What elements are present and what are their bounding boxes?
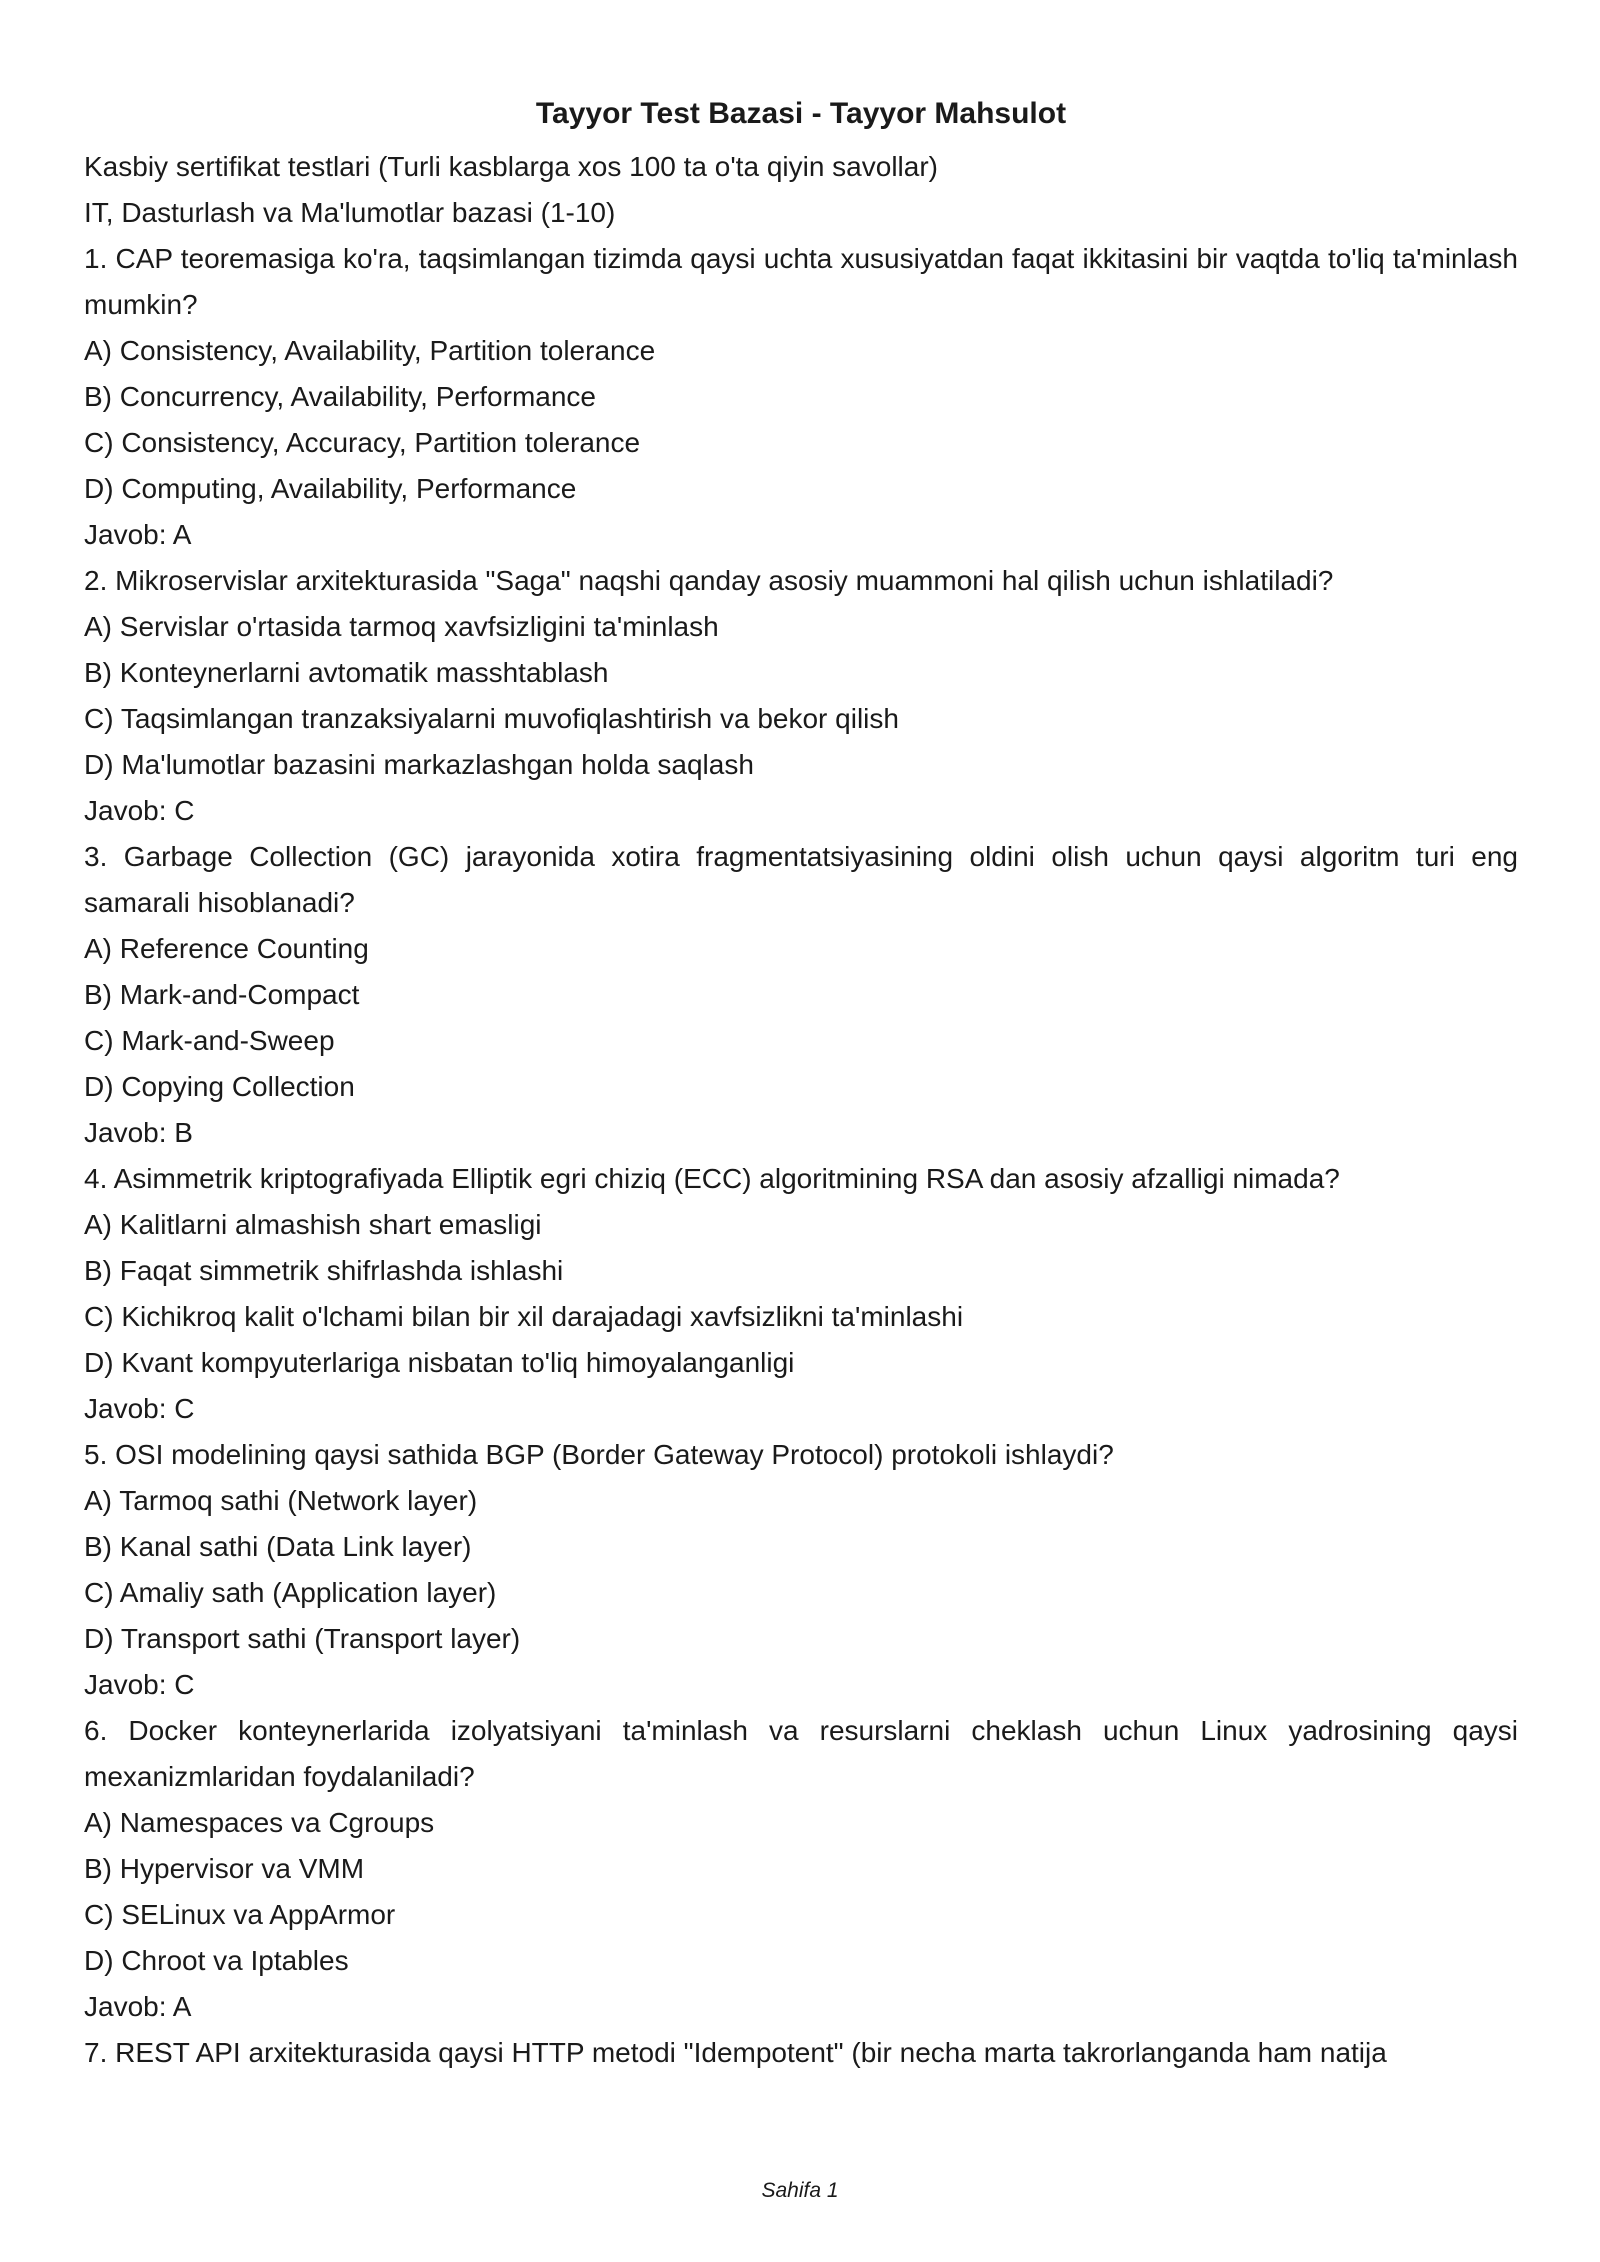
document-page (84, 88, 1518, 2076)
answer-option: A) Consistency, Availability, Partition tolerance (84, 335, 656, 366)
answer-option: D) Kvant kompyuterlariga nisbatan to'liq himoyalanganligi (84, 1347, 795, 1378)
answer-option: B) Hypervisor va VMM (84, 1853, 365, 1884)
correct-answer: Javob: A (84, 1991, 192, 2022)
question-text: 2. Mikroservislar arxitekturasida "Saga" naqshi qanday asosiy muammoni hal qilish uchun ishlatiladi? (84, 565, 1334, 596)
answer-option: D) Chroot va Iptables (84, 1945, 349, 1976)
answer-option: C) SELinux va AppArmor (84, 1899, 396, 1930)
answer-option: B) Konteynerlarni avtomatik masshtablash (84, 657, 609, 688)
answer-option: B) Kanal sathi (Data Link layer) (84, 1531, 472, 1562)
document-subtitle: Kasbiy sertifikat testlari (Turli kasblarga xos 100 ta o'ta qiyin savollar) (84, 151, 938, 182)
question-text: 4. Asimmetrik kriptografiyada Elliptik egri chiziq (ECC) algoritmining RSA dan asosiy afzalligi nimada? (84, 1163, 1340, 1194)
answer-option: A) Tarmoq sathi (Network layer) (84, 1485, 478, 1516)
page-number: Sahifa 1 (761, 2179, 839, 2202)
question-text: 1. CAP teoremasiga ko'ra, taqsimlangan tizimda qaysi uchta xususiyatdan faqat ikkitasini bir vaqtda to'liq ta'minlash mumkin? (84, 243, 1518, 320)
correct-answer: Javob: C (84, 795, 195, 826)
answer-option: D) Computing, Availability, Performance (84, 473, 577, 504)
correct-answer: Javob: B (84, 1117, 193, 1148)
correct-answer: Javob: C (84, 1393, 195, 1424)
question-text: 7. REST API arxitekturasida qaysi HTTP metodi "Idempotent" (bir necha marta takrorlanganda ham natija (84, 2037, 1387, 2068)
section-heading: IT, Dasturlash va Ma'lumotlar bazasi (1-10) (84, 197, 616, 228)
question-text: 3. Garbage Collection (GC) jarayonida xotira fragmentatsiyasining oldini olish uchun qaysi algoritm turi eng samarali hisoblanadi? (84, 841, 1518, 918)
answer-option: C) Taqsimlangan tranzaksiyalarni muvofiqlashtirish va bekor qilish (84, 703, 899, 734)
page-title: Tayyor Test Bazasi - Tayyor Mahsulot (535, 97, 1067, 130)
correct-answer: Javob: A (84, 519, 192, 550)
answer-option: D) Transport sathi (Transport layer) (84, 1623, 521, 1654)
answer-option: A) Reference Counting (84, 933, 369, 964)
question-text: 6. Docker konteynerlarida izolyatsiyani ta'minlash va resurslarni cheklash uchun Linux yadrosining qaysi mexanizmlaridan foydalaniladi? (84, 1715, 1518, 1792)
answer-option: B) Mark-and-Compact (84, 979, 360, 1010)
answer-option: C) Mark-and-Sweep (84, 1025, 335, 1056)
answer-option: B) Faqat simmetrik shifrlashda ishlashi (84, 1255, 564, 1286)
answer-option: C) Consistency, Accuracy, Partition tolerance (84, 427, 641, 458)
answer-option: B) Concurrency, Availability, Performance (84, 381, 596, 412)
answer-option: A) Servislar o'rtasida tarmoq xavfsizligini ta'minlash (84, 611, 719, 642)
answer-option: C) Amaliy sath (Application layer) (84, 1577, 497, 1608)
answer-option: C) Kichikroq kalit o'lchami bilan bir xil darajadagi xavfsizlikni ta'minlashi (84, 1301, 964, 1332)
question-text: 5. OSI modelining qaysi sathida BGP (Border Gateway Protocol) protokoli ishlaydi? (84, 1439, 1114, 1470)
answer-option: D) Copying Collection (84, 1071, 355, 1102)
correct-answer: Javob: C (84, 1669, 195, 1700)
answer-option: A) Kalitlarni almashish shart emasligi (84, 1209, 542, 1240)
answer-option: A) Namespaces va Cgroups (84, 1807, 435, 1838)
answer-option: D) Ma'lumotlar bazasini markazlashgan holda saqlash (84, 749, 754, 780)
